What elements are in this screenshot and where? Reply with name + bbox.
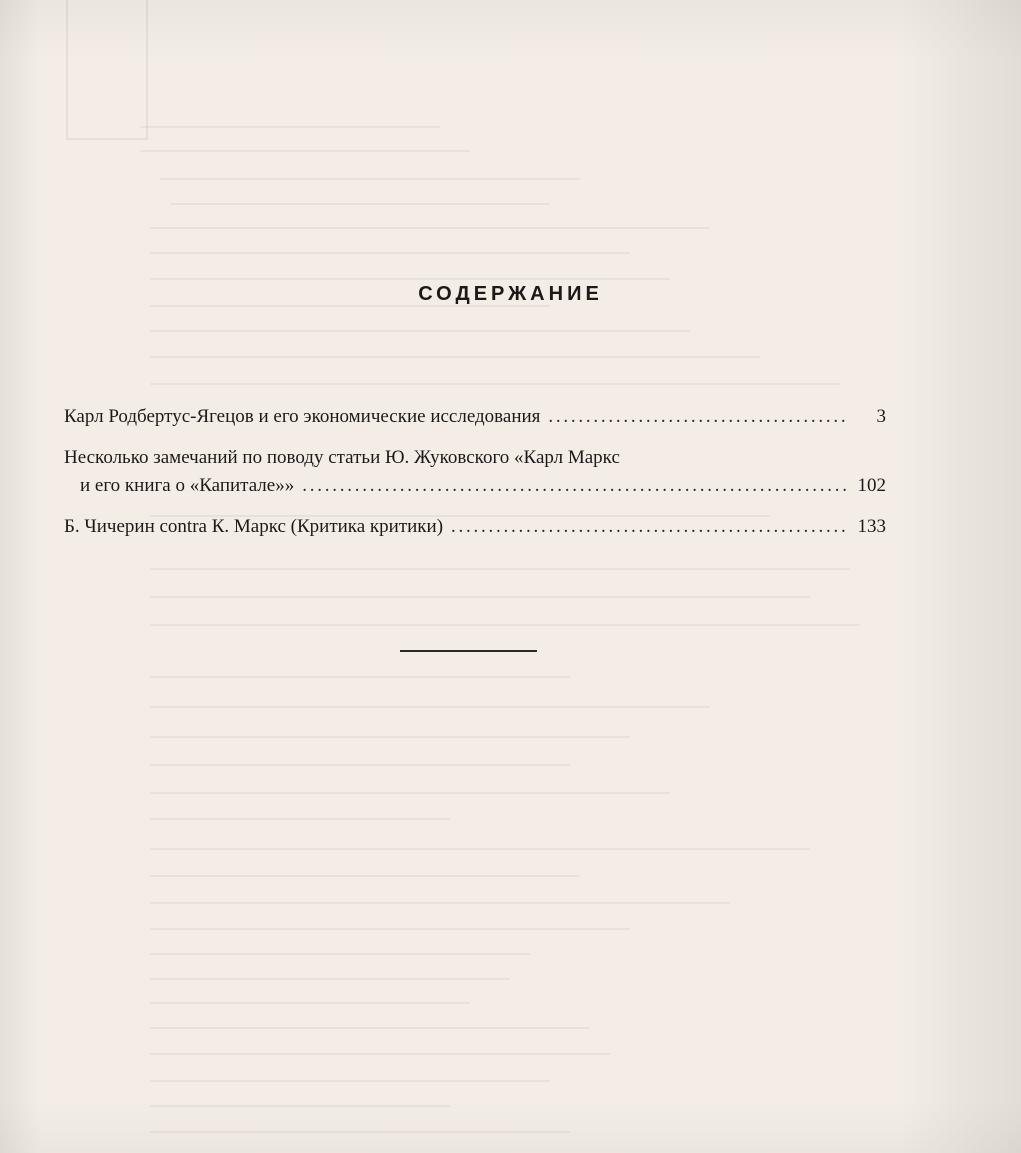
toc-page-number: 3 bbox=[876, 406, 886, 427]
table-of-contents bbox=[64, 403, 886, 554]
page-title: СОДЕРЖАНИЕ bbox=[418, 283, 603, 305]
toc-entry[interactable] bbox=[64, 444, 886, 500]
toc-entry[interactable] bbox=[64, 403, 886, 431]
toc-entry-title: Карл Родбертус-Ягецов и его экономические исследования bbox=[64, 406, 541, 427]
toc-entry-line bbox=[64, 403, 886, 431]
toc-entry-title: Несколько замечаний по поводу статьи Ю. Жуковского «Карл Маркс bbox=[64, 447, 620, 468]
toc-entry-line bbox=[64, 472, 886, 500]
dot-leader bbox=[548, 403, 846, 431]
dot-leader bbox=[302, 472, 846, 500]
closing-rule bbox=[400, 650, 537, 652]
dot-leader bbox=[451, 513, 846, 541]
toc-page-number: 102 bbox=[857, 475, 886, 496]
toc-entry-line bbox=[64, 444, 886, 472]
toc-entry-title-continued: и его книга о «Капитале»» bbox=[80, 475, 295, 496]
library-stamp bbox=[66, 0, 148, 140]
toc-entry-title: Б. Чичерин contra К. Маркс (Критика критики) bbox=[64, 516, 444, 537]
toc-page-number: 133 bbox=[857, 516, 886, 537]
toc-entry-line bbox=[64, 513, 886, 541]
toc-entry[interactable] bbox=[64, 513, 886, 541]
